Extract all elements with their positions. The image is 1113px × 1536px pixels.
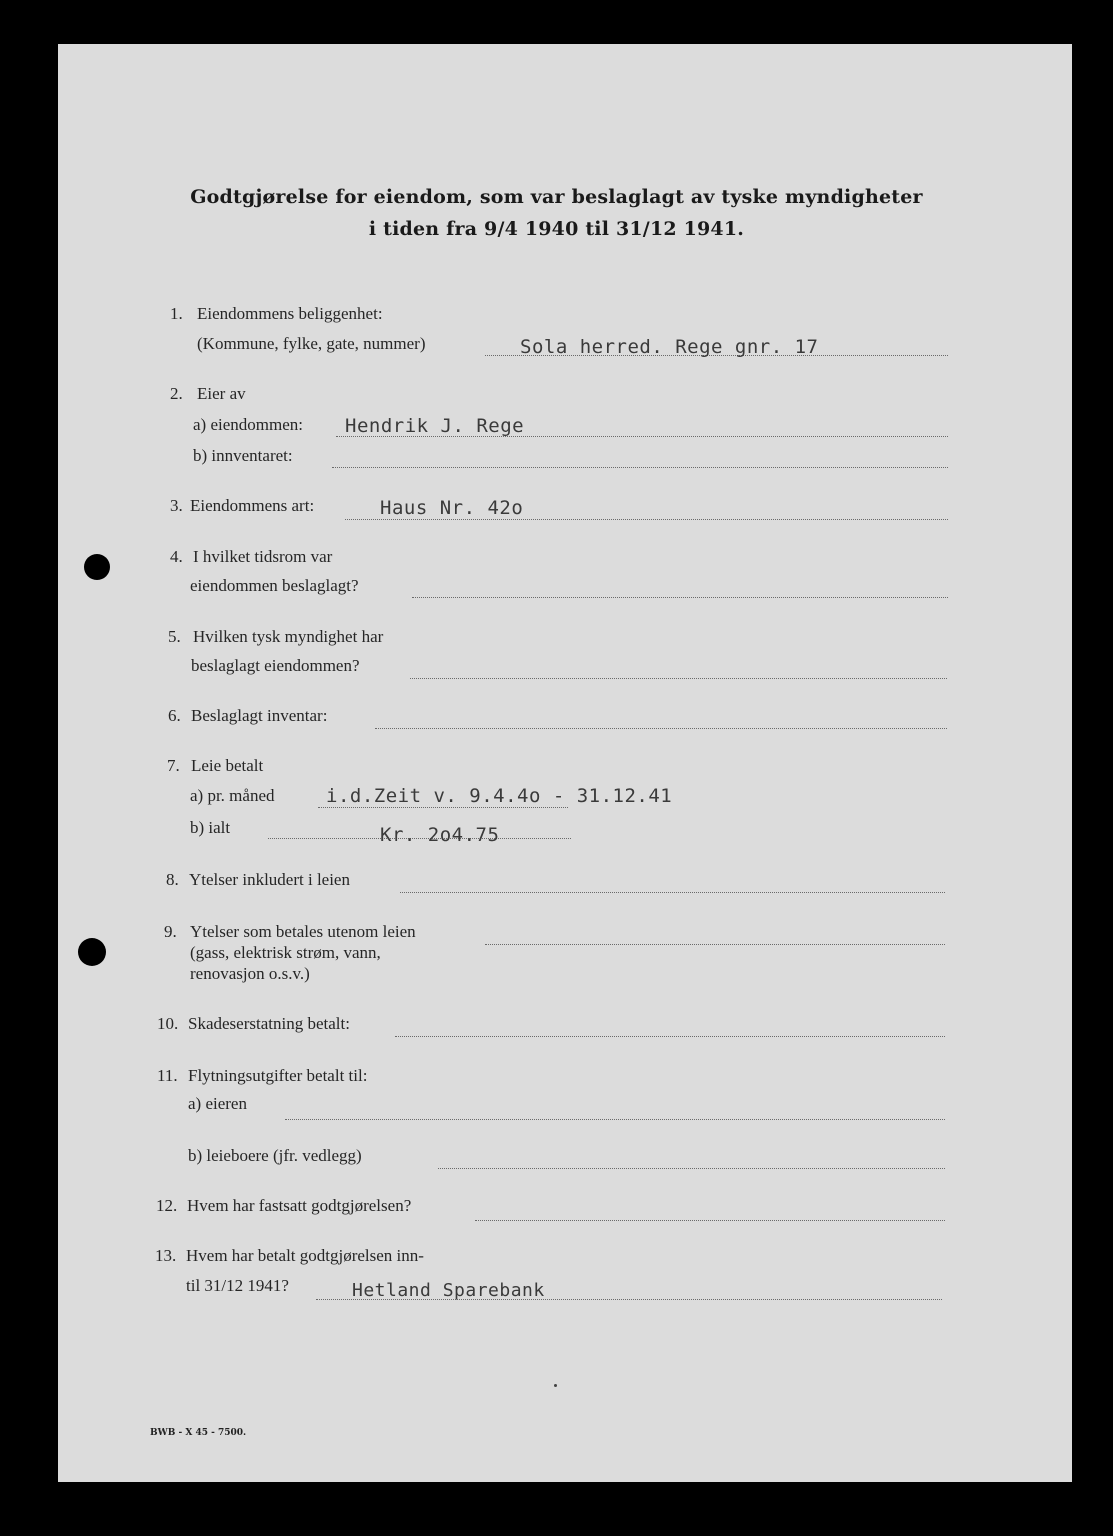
item-number: 3. xyxy=(170,496,183,515)
field-label: Skadeserstatning betalt: xyxy=(188,1014,350,1033)
item-number: 2. xyxy=(170,384,183,403)
answer-line xyxy=(285,1119,945,1120)
field-label: I hvilket tidsrom var xyxy=(193,547,333,566)
field-label: Ytelser som betales utenom leien xyxy=(190,922,416,941)
answer-line xyxy=(395,1036,945,1037)
field-label: Hvem har fastsatt godtgjørelsen? xyxy=(187,1196,412,1215)
item-number: 9. xyxy=(164,922,177,941)
answer-line xyxy=(345,519,948,520)
field-label: Leie betalt xyxy=(191,756,264,775)
typed-answer: Sola herred. Rege gnr. 17 xyxy=(520,336,819,358)
item-number: 12. xyxy=(156,1196,178,1215)
typed-answer: Kr. 2o4.75 xyxy=(380,824,500,846)
answer-line xyxy=(438,1168,945,1169)
item-number: 13. xyxy=(155,1246,177,1265)
typed-answer: Haus Nr. 42o xyxy=(380,497,524,519)
field-label: Ytelser inkludert i leien xyxy=(189,870,350,889)
punch-hole xyxy=(84,554,110,580)
typed-answer: i.d.Zeit v. 9.4.4o - 31.12.41 xyxy=(326,785,673,807)
field-label: a) pr. måned xyxy=(190,786,275,805)
field-label: a) eiendommen: xyxy=(193,415,303,434)
answer-line xyxy=(332,467,948,468)
document-title: Godtgjørelse for eiendom, som var beslaglagt av tyske myndigheter xyxy=(190,186,923,208)
answer-line xyxy=(375,728,947,729)
item-number: 11. xyxy=(157,1066,178,1085)
field-label: (gass, elektrisk strøm, vann, xyxy=(190,943,381,962)
field-label: Eier av xyxy=(197,384,246,403)
answer-line xyxy=(410,678,947,679)
field-label: b) leieboere (jfr. vedlegg) xyxy=(188,1146,362,1165)
speck xyxy=(554,1384,557,1387)
field-label: Hvem har betalt godtgjørelsen inn- xyxy=(186,1246,424,1265)
field-label: (Kommune, fylke, gate, nummer) xyxy=(197,334,426,353)
item-number: 4. xyxy=(170,547,183,566)
field-label: b) ialt xyxy=(190,818,231,837)
document-title-line2: i tiden fra 9/4 1940 til 31/12 1941. xyxy=(368,218,745,240)
item-number: 10. xyxy=(157,1014,179,1033)
field-label: Hvilken tysk myndighet har xyxy=(193,627,384,646)
item-number: 7. xyxy=(167,756,180,775)
field-label: beslaglagt eiendommen? xyxy=(191,656,360,675)
answer-line xyxy=(318,807,568,808)
field-label: eiendommen beslaglagt? xyxy=(190,576,359,595)
field-label: Eiendommens art: xyxy=(190,496,315,515)
field-label: renovasjon o.s.v.) xyxy=(190,964,310,983)
item-number: 1. xyxy=(170,304,183,323)
answer-line xyxy=(400,892,945,893)
field-label: Flytningsutgifter betalt til: xyxy=(188,1066,368,1085)
print-code: BWB - X 45 - 7500. xyxy=(150,1428,247,1438)
field-label: Beslaglagt inventar: xyxy=(191,706,328,725)
answer-line xyxy=(485,944,945,945)
typed-answer: Hetland Sparebank xyxy=(352,1280,545,1301)
typed-answer: Hendrik J. Rege xyxy=(345,415,525,437)
punch-hole xyxy=(78,938,106,966)
answer-line xyxy=(475,1220,945,1221)
item-number: 5. xyxy=(168,627,181,646)
field-label: Eiendommens beliggenhet: xyxy=(197,304,383,323)
answer-line xyxy=(412,597,948,598)
item-number: 6. xyxy=(168,706,181,725)
field-label: a) eieren xyxy=(188,1094,247,1113)
field-label: b) innventaret: xyxy=(193,446,293,465)
item-number: 8. xyxy=(166,870,179,889)
field-label: til 31/12 1941? xyxy=(186,1276,289,1295)
